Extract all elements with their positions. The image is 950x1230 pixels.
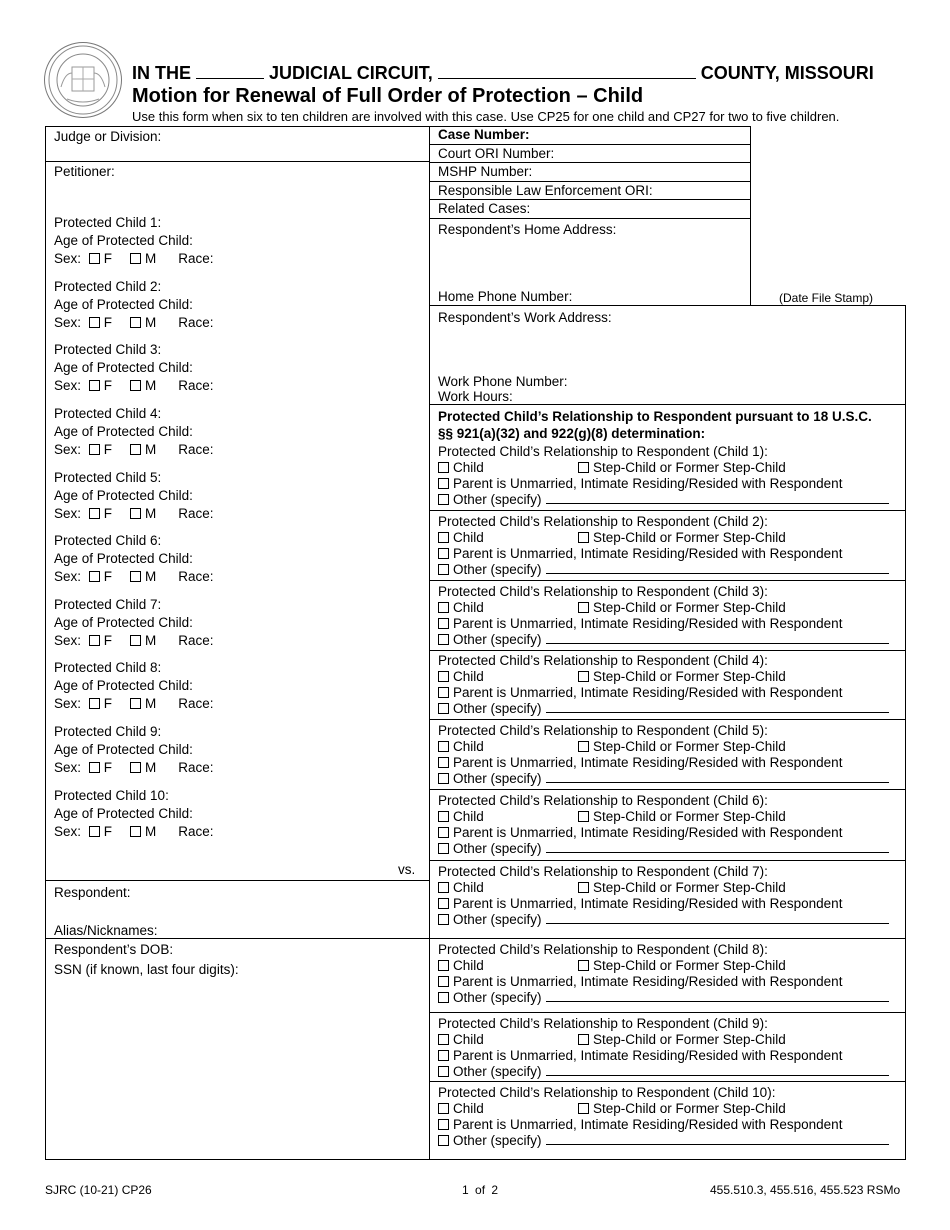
sex-m-label: M [145, 251, 157, 266]
sex-label: Sex: [54, 378, 82, 393]
other-option-label: Other (specify) [453, 492, 542, 507]
other-option-label: Other (specify) [453, 562, 542, 577]
judge-divider [45, 161, 430, 162]
parent-unmarried-checkbox[interactable] [438, 976, 449, 987]
protected-child-label: Protected Child 10: [54, 788, 169, 803]
sex-f-label: F [103, 633, 113, 648]
row-line [429, 199, 751, 200]
race-label: Race: [178, 315, 214, 330]
protected-child-label: Protected Child 8: [54, 660, 162, 675]
parent-unmarried-option-label: Parent is Unmarried, Intimate Residing/Resided with Respondent [453, 755, 843, 770]
court-ori-label: Court ORI Number: [438, 146, 555, 161]
relationship-option-row [438, 1133, 889, 1149]
relationship-option-row [438, 460, 484, 476]
sex-m-checkbox[interactable] [130, 253, 141, 264]
child-sex-row [54, 569, 214, 585]
sex-m-label: M [145, 824, 157, 839]
child-option-label: Child [453, 669, 484, 684]
relationship-option-row [578, 880, 786, 896]
step-child-checkbox[interactable] [578, 1103, 589, 1114]
law-enforcement-ori-label: Responsible Law Enforcement ORI: [438, 183, 653, 198]
relationship-option-row [438, 562, 889, 578]
sex-m-checkbox[interactable] [130, 698, 141, 709]
parent-unmarried-option-label: Parent is Unmarried, Intimate Residing/Resided with Respondent [453, 546, 843, 561]
parent-unmarried-checkbox[interactable] [438, 898, 449, 909]
sex-f-checkbox[interactable] [89, 444, 100, 455]
sex-f-checkbox[interactable] [89, 571, 100, 582]
sex-f-checkbox[interactable] [89, 317, 100, 328]
other-specify-field[interactable] [546, 712, 889, 713]
relationship-option-row [438, 912, 889, 928]
relationship-option-row [438, 600, 484, 616]
child-option-label: Child [453, 1101, 484, 1116]
other-checkbox[interactable] [438, 1135, 449, 1146]
other-option-label: Other (specify) [453, 841, 542, 856]
sex-m-label: M [145, 569, 157, 584]
other-checkbox[interactable] [438, 1066, 449, 1077]
sex-m-label: M [145, 506, 157, 521]
other-specify-field[interactable] [546, 782, 889, 783]
other-option-label: Other (specify) [453, 632, 542, 647]
relationship-label: Protected Child’s Relationship to Respondent (Child 6): [438, 793, 768, 808]
sex-m-checkbox[interactable] [130, 380, 141, 391]
parent-unmarried-checkbox[interactable] [438, 687, 449, 698]
row-line [429, 181, 751, 182]
parent-unmarried-checkbox[interactable] [438, 548, 449, 559]
child-option-label: Child [453, 880, 484, 895]
parent-unmarried-option-label: Parent is Unmarried, Intimate Residing/Resided with Respondent [453, 685, 843, 700]
other-specify-field[interactable] [546, 1001, 889, 1002]
protected-child-label: Protected Child 4: [54, 406, 162, 421]
child-option-label: Child [453, 1032, 484, 1047]
page-number: 1 [462, 1183, 469, 1197]
sex-f-label: F [103, 569, 113, 584]
relationship-option-row [438, 546, 842, 562]
sex-f-checkbox[interactable] [89, 826, 100, 837]
child-checkbox[interactable] [438, 532, 449, 543]
sex-f-label: F [103, 251, 113, 266]
step-child-checkbox[interactable] [578, 671, 589, 682]
respondent-label: Respondent: [54, 885, 131, 900]
step-child-checkbox[interactable] [578, 1034, 589, 1045]
sex-label: Sex: [54, 569, 82, 584]
relationship-heading-line1: Protected Child’s Relationship to Respondent pursuant to 18 U.S.C. [438, 409, 872, 424]
column-divider [429, 126, 430, 1160]
sex-f-checkbox[interactable] [89, 508, 100, 519]
sex-f-label: F [103, 442, 113, 457]
other-option-label: Other (specify) [453, 1064, 542, 1079]
other-checkbox[interactable] [438, 494, 449, 505]
row-line [429, 144, 751, 145]
statutes: 455.510.3, 455.516, 455.523 RSMo [710, 1183, 901, 1197]
other-checkbox[interactable] [438, 773, 449, 784]
county-name-blank[interactable] [438, 78, 696, 79]
child-checkbox[interactable] [438, 741, 449, 752]
relationship-option-row [438, 990, 889, 1006]
race-label: Race: [178, 760, 214, 775]
protected-child-label: Protected Child 9: [54, 724, 162, 739]
other-specify-field[interactable] [546, 573, 889, 574]
step-child-checkbox[interactable] [578, 602, 589, 613]
row-line [429, 938, 906, 939]
parent-unmarried-option-label: Parent is Unmarried, Intimate Residing/Resided with Respondent [453, 616, 843, 631]
child-checkbox[interactable] [438, 462, 449, 473]
row-line [429, 218, 751, 219]
row-line [429, 719, 906, 720]
header-line [132, 63, 874, 84]
protected-child-label: Protected Child 7: [54, 597, 162, 612]
other-specify-field[interactable] [546, 503, 889, 504]
other-checkbox[interactable] [438, 703, 449, 714]
sex-m-checkbox[interactable] [130, 444, 141, 455]
child-sex-row [54, 506, 214, 522]
sex-m-label: M [145, 315, 157, 330]
step-child-checkbox[interactable] [578, 532, 589, 543]
sex-m-checkbox[interactable] [130, 571, 141, 582]
child-option-label: Child [453, 600, 484, 615]
relationship-option-row [578, 600, 786, 616]
other-checkbox[interactable] [438, 843, 449, 854]
other-specify-field[interactable] [546, 923, 889, 924]
ssn-label: SSN (if known, last four digits): [54, 962, 239, 977]
child-sex-row [54, 378, 214, 394]
row-line [429, 1012, 906, 1013]
relationship-option-row [438, 974, 842, 990]
protected-child-label: Protected Child 3: [54, 342, 162, 357]
relationship-option-row [438, 1064, 889, 1080]
relationship-option-row [438, 1032, 484, 1048]
judicial-circuit-text: JUDICIAL CIRCUIT, [269, 63, 433, 83]
race-label: Race: [178, 442, 214, 457]
form-id: SJRC (10-21) CP26 [45, 1183, 152, 1197]
relationship-label: Protected Child’s Relationship to Respondent (Child 4): [438, 653, 768, 668]
protected-child-label: Protected Child 2: [54, 279, 162, 294]
sex-f-label: F [103, 696, 113, 711]
row-line [429, 789, 906, 790]
relationship-heading-line2: §§ 921(a)(32) and 922(g)(8) determination: [438, 426, 706, 441]
petitioner-label: Petitioner: [54, 164, 115, 179]
child-option-label: Child [453, 958, 484, 973]
step-child-checkbox[interactable] [578, 811, 589, 822]
other-checkbox[interactable] [438, 634, 449, 645]
sex-f-checkbox[interactable] [89, 762, 100, 773]
relationship-option-row [578, 958, 786, 974]
sex-m-label: M [145, 378, 157, 393]
relationship-option-row [438, 771, 889, 787]
row-line [429, 860, 906, 861]
parent-unmarried-option-label: Parent is Unmarried, Intimate Residing/Resided with Respondent [453, 476, 843, 491]
work-address-label: Respondent’s Work Address: [438, 310, 612, 325]
protected-child-label: Protected Child 1: [54, 215, 162, 230]
other-checkbox[interactable] [438, 992, 449, 1003]
step-child-option-label: Step-Child or Former Step-Child [593, 739, 786, 754]
relationship-option-row [438, 841, 889, 857]
child-age-label: Age of Protected Child: [54, 424, 193, 439]
relationship-option-row [438, 755, 842, 771]
sex-f-label: F [103, 824, 113, 839]
sex-label: Sex: [54, 633, 82, 648]
in-the-text: IN THE [132, 63, 192, 83]
sex-f-label: F [103, 760, 113, 775]
race-label: Race: [178, 824, 214, 839]
relationship-option-row [578, 739, 786, 755]
child-checkbox[interactable] [438, 671, 449, 682]
other-option-label: Other (specify) [453, 701, 542, 716]
relationship-option-row [438, 880, 484, 896]
child-checkbox[interactable] [438, 1103, 449, 1114]
relationship-label: Protected Child’s Relationship to Respondent (Child 9): [438, 1016, 768, 1031]
child-checkbox[interactable] [438, 882, 449, 893]
parent-unmarried-option-label: Parent is Unmarried, Intimate Residing/Resided with Respondent [453, 1117, 843, 1132]
child-age-label: Age of Protected Child: [54, 488, 193, 503]
relationship-label: Protected Child’s Relationship to Respondent (Child 7): [438, 864, 768, 879]
other-option-label: Other (specify) [453, 912, 542, 927]
step-child-checkbox[interactable] [578, 741, 589, 752]
table-right-border [905, 305, 906, 1160]
other-specify-field[interactable] [546, 852, 889, 853]
protected-child-label: Protected Child 5: [54, 470, 162, 485]
race-label: Race: [178, 506, 214, 521]
vs-label: vs. [398, 862, 416, 877]
child-option-label: Child [453, 460, 484, 475]
sex-m-label: M [145, 633, 157, 648]
respondent-dob-label: Respondent’s DOB: [54, 942, 174, 957]
form-title: Motion for Renewal of Full Order of Protection – Child [132, 85, 644, 107]
relationship-label: Protected Child’s Relationship to Respondent (Child 2): [438, 514, 768, 529]
stamp-area-border [750, 126, 751, 306]
child-option-label: Child [453, 530, 484, 545]
sex-m-checkbox[interactable] [130, 508, 141, 519]
sex-f-label: F [103, 506, 113, 521]
sex-m-label: M [145, 442, 157, 457]
sex-f-checkbox[interactable] [89, 635, 100, 646]
parent-unmarried-option-label: Parent is Unmarried, Intimate Residing/Resided with Respondent [453, 896, 843, 911]
other-specify-field[interactable] [546, 1144, 889, 1145]
related-cases-label: Related Cases: [438, 201, 531, 216]
race-label: Race: [178, 633, 214, 648]
page-total: 2 [491, 1183, 499, 1197]
other-checkbox[interactable] [438, 914, 449, 925]
form-instructions: Use this form when six to ten children are involved with this case. Use CP25 for one child and CP27 for two to five children. [132, 109, 840, 124]
sex-f-checkbox[interactable] [89, 253, 100, 264]
other-option-label: Other (specify) [453, 771, 542, 786]
relationship-option-row [438, 1117, 842, 1133]
step-child-option-label: Step-Child or Former Step-Child [593, 1101, 786, 1116]
child-option-label: Child [453, 809, 484, 824]
child-sex-row [54, 442, 214, 458]
sex-m-checkbox[interactable] [130, 826, 141, 837]
parent-unmarried-checkbox[interactable] [438, 1050, 449, 1061]
step-child-checkbox[interactable] [578, 882, 589, 893]
relationship-option-row [438, 701, 889, 717]
race-label: Race: [178, 251, 214, 266]
table-left-border [45, 126, 46, 1160]
child-sex-row [54, 696, 214, 712]
sex-f-checkbox[interactable] [89, 380, 100, 391]
parent-unmarried-checkbox[interactable] [438, 618, 449, 629]
child-checkbox[interactable] [438, 602, 449, 613]
relationship-option-row [438, 809, 484, 825]
other-option-label: Other (specify) [453, 1133, 542, 1148]
parent-unmarried-option-label: Parent is Unmarried, Intimate Residing/Resided with Respondent [453, 974, 843, 989]
child-checkbox[interactable] [438, 811, 449, 822]
row-line [429, 1081, 906, 1082]
parent-unmarried-checkbox[interactable] [438, 827, 449, 838]
relationship-option-row [578, 1101, 786, 1117]
sex-label: Sex: [54, 760, 82, 775]
child-option-label: Child [453, 739, 484, 754]
relationship-label: Protected Child’s Relationship to Respondent (Child 8): [438, 942, 768, 957]
page-indicator [462, 1183, 498, 1197]
child-sex-row [54, 633, 214, 649]
child-checkbox[interactable] [438, 960, 449, 971]
relationship-option-row [438, 476, 842, 492]
sex-m-label: M [145, 760, 157, 775]
child-age-label: Age of Protected Child: [54, 551, 193, 566]
sex-label: Sex: [54, 251, 82, 266]
row-line [429, 162, 751, 163]
child-sex-row [54, 824, 214, 840]
child-checkbox[interactable] [438, 1034, 449, 1045]
child-age-label: Age of Protected Child: [54, 297, 193, 312]
alias-label: Alias/Nicknames: [54, 923, 158, 938]
race-label: Race: [178, 569, 214, 584]
parent-unmarried-checkbox[interactable] [438, 478, 449, 489]
table-top-border [45, 126, 751, 127]
relationship-option-row [438, 825, 842, 841]
child-sex-row [54, 315, 214, 331]
step-child-option-label: Step-Child or Former Step-Child [593, 1032, 786, 1047]
child-age-label: Age of Protected Child: [54, 806, 193, 821]
relationship-option-row [578, 1032, 786, 1048]
sex-label: Sex: [54, 696, 82, 711]
relationship-option-row [438, 616, 842, 632]
relationship-option-row [578, 669, 786, 685]
relationship-option-row [438, 669, 484, 685]
home-address-label: Respondent’s Home Address: [438, 222, 617, 237]
sex-label: Sex: [54, 506, 82, 521]
table-bottom-border [45, 1159, 906, 1160]
row-line [429, 510, 906, 511]
relationship-option-row [438, 958, 484, 974]
parent-unmarried-checkbox[interactable] [438, 757, 449, 768]
relationship-label: Protected Child’s Relationship to Respondent (Child 3): [438, 584, 768, 599]
relationship-option-row [438, 1101, 484, 1117]
race-label: Race: [178, 696, 214, 711]
sex-f-checkbox[interactable] [89, 698, 100, 709]
race-label: Race: [178, 378, 214, 393]
sex-m-checkbox[interactable] [130, 317, 141, 328]
home-phone-label: Home Phone Number: [438, 289, 573, 304]
row-line [429, 650, 906, 651]
sex-m-checkbox[interactable] [130, 635, 141, 646]
parent-unmarried-checkbox[interactable] [438, 1119, 449, 1130]
step-child-option-label: Step-Child or Former Step-Child [593, 460, 786, 475]
judge-label: Judge or Division: [54, 129, 162, 144]
relationship-option-row [438, 739, 484, 755]
child-sex-row [54, 760, 214, 776]
child-age-label: Age of Protected Child: [54, 615, 193, 630]
child-sex-row [54, 251, 214, 267]
other-option-label: Other (specify) [453, 990, 542, 1005]
work-phone-label: Work Phone Number: [438, 374, 568, 389]
step-child-option-label: Step-Child or Former Step-Child [593, 958, 786, 973]
page-of: of [475, 1183, 486, 1197]
date-file-stamp-label: (Date File Stamp) [779, 291, 874, 305]
parent-unmarried-option-label: Parent is Unmarried, Intimate Residing/Resided with Respondent [453, 825, 843, 840]
step-child-option-label: Step-Child or Former Step-Child [593, 600, 786, 615]
relationship-option-row [438, 530, 484, 546]
row-line [429, 580, 906, 581]
work-hours-label: Work Hours: [438, 389, 513, 404]
relationship-option-row [438, 632, 889, 648]
protected-child-label: Protected Child 6: [54, 533, 162, 548]
child-age-label: Age of Protected Child: [54, 742, 193, 757]
sex-f-label: F [103, 378, 113, 393]
relationship-option-row [578, 530, 786, 546]
step-child-option-label: Step-Child or Former Step-Child [593, 669, 786, 684]
relationship-label: Protected Child’s Relationship to Respondent (Child 5): [438, 723, 768, 738]
sex-label: Sex: [54, 824, 82, 839]
relationship-option-row [438, 492, 889, 508]
relationship-option-row [578, 809, 786, 825]
child-age-label: Age of Protected Child: [54, 233, 193, 248]
step-child-option-label: Step-Child or Former Step-Child [593, 880, 786, 895]
sex-f-label: F [103, 315, 113, 330]
other-specify-field[interactable] [546, 643, 889, 644]
mshp-number-label: MSHP Number: [438, 164, 533, 179]
child-age-label: Age of Protected Child: [54, 678, 193, 693]
petitioner-divider [45, 880, 430, 881]
missouri-state-seal [44, 42, 122, 118]
sex-label: Sex: [54, 442, 82, 457]
other-specify-field[interactable] [546, 1075, 889, 1076]
relationship-label: Protected Child’s Relationship to Respondent (Child 10): [438, 1085, 776, 1100]
case-number-label: Case Number: [438, 127, 530, 142]
relationship-option-row [578, 460, 786, 476]
relationship-option-row [438, 896, 842, 912]
step-child-checkbox[interactable] [578, 960, 589, 971]
relationship-option-row [438, 1048, 842, 1064]
step-child-option-label: Step-Child or Former Step-Child [593, 809, 786, 824]
sex-label: Sex: [54, 315, 82, 330]
circuit-number-blank[interactable] [196, 78, 264, 79]
sex-m-label: M [145, 696, 157, 711]
sex-m-checkbox[interactable] [130, 762, 141, 773]
relationship-label: Protected Child’s Relationship to Respondent (Child 1): [438, 444, 768, 459]
child-age-label: Age of Protected Child: [54, 360, 193, 375]
other-checkbox[interactable] [438, 564, 449, 575]
parent-unmarried-option-label: Parent is Unmarried, Intimate Residing/Resided with Respondent [453, 1048, 843, 1063]
step-child-checkbox[interactable] [578, 462, 589, 473]
step-child-option-label: Step-Child or Former Step-Child [593, 530, 786, 545]
relationship-option-row [438, 685, 842, 701]
county-missouri-text: COUNTY, MISSOURI [700, 63, 874, 83]
